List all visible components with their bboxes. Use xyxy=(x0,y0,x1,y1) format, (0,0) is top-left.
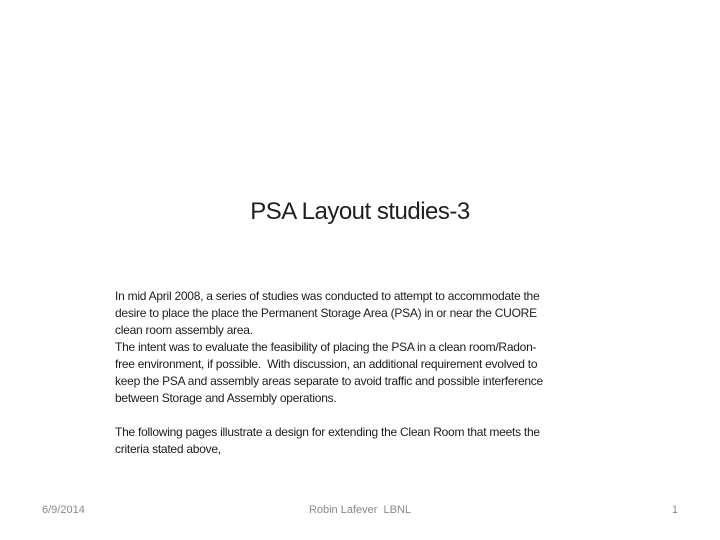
text-line: The intent was to evaluate the feasibility of placing the PSA in a clean room/Radon- xyxy=(115,340,537,354)
text-line: free environment, if possible. With discussion, an additional requirement evolved to xyxy=(115,357,538,371)
text-line: The following pages illustrate a design for extending the Clean Room that meets the xyxy=(115,425,540,439)
body-text-block xyxy=(115,288,615,458)
text-line: criteria stated above, xyxy=(115,442,221,456)
text-line: keep the PSA and assembly areas separate to avoid traffic and possible interference xyxy=(115,374,543,388)
paragraph-spacer xyxy=(115,407,615,424)
text-line: clean room assembly area. xyxy=(115,323,253,337)
footer-author: Robin Lafever LBNL xyxy=(308,504,412,516)
text-line: between Storage and Assembly operations. xyxy=(115,391,337,405)
slide-title: PSA Layout studies-3 xyxy=(250,198,470,225)
footer-page-number: 1 xyxy=(671,504,678,516)
text-line: In mid April 2008, a series of studies was conducted to attempt to accommodate the xyxy=(115,289,540,303)
text-line: desire to place the place the Permanent Storage Area (PSA) in or near the CUORE xyxy=(115,306,537,320)
footer-date: 6/9/2014 xyxy=(42,504,85,516)
